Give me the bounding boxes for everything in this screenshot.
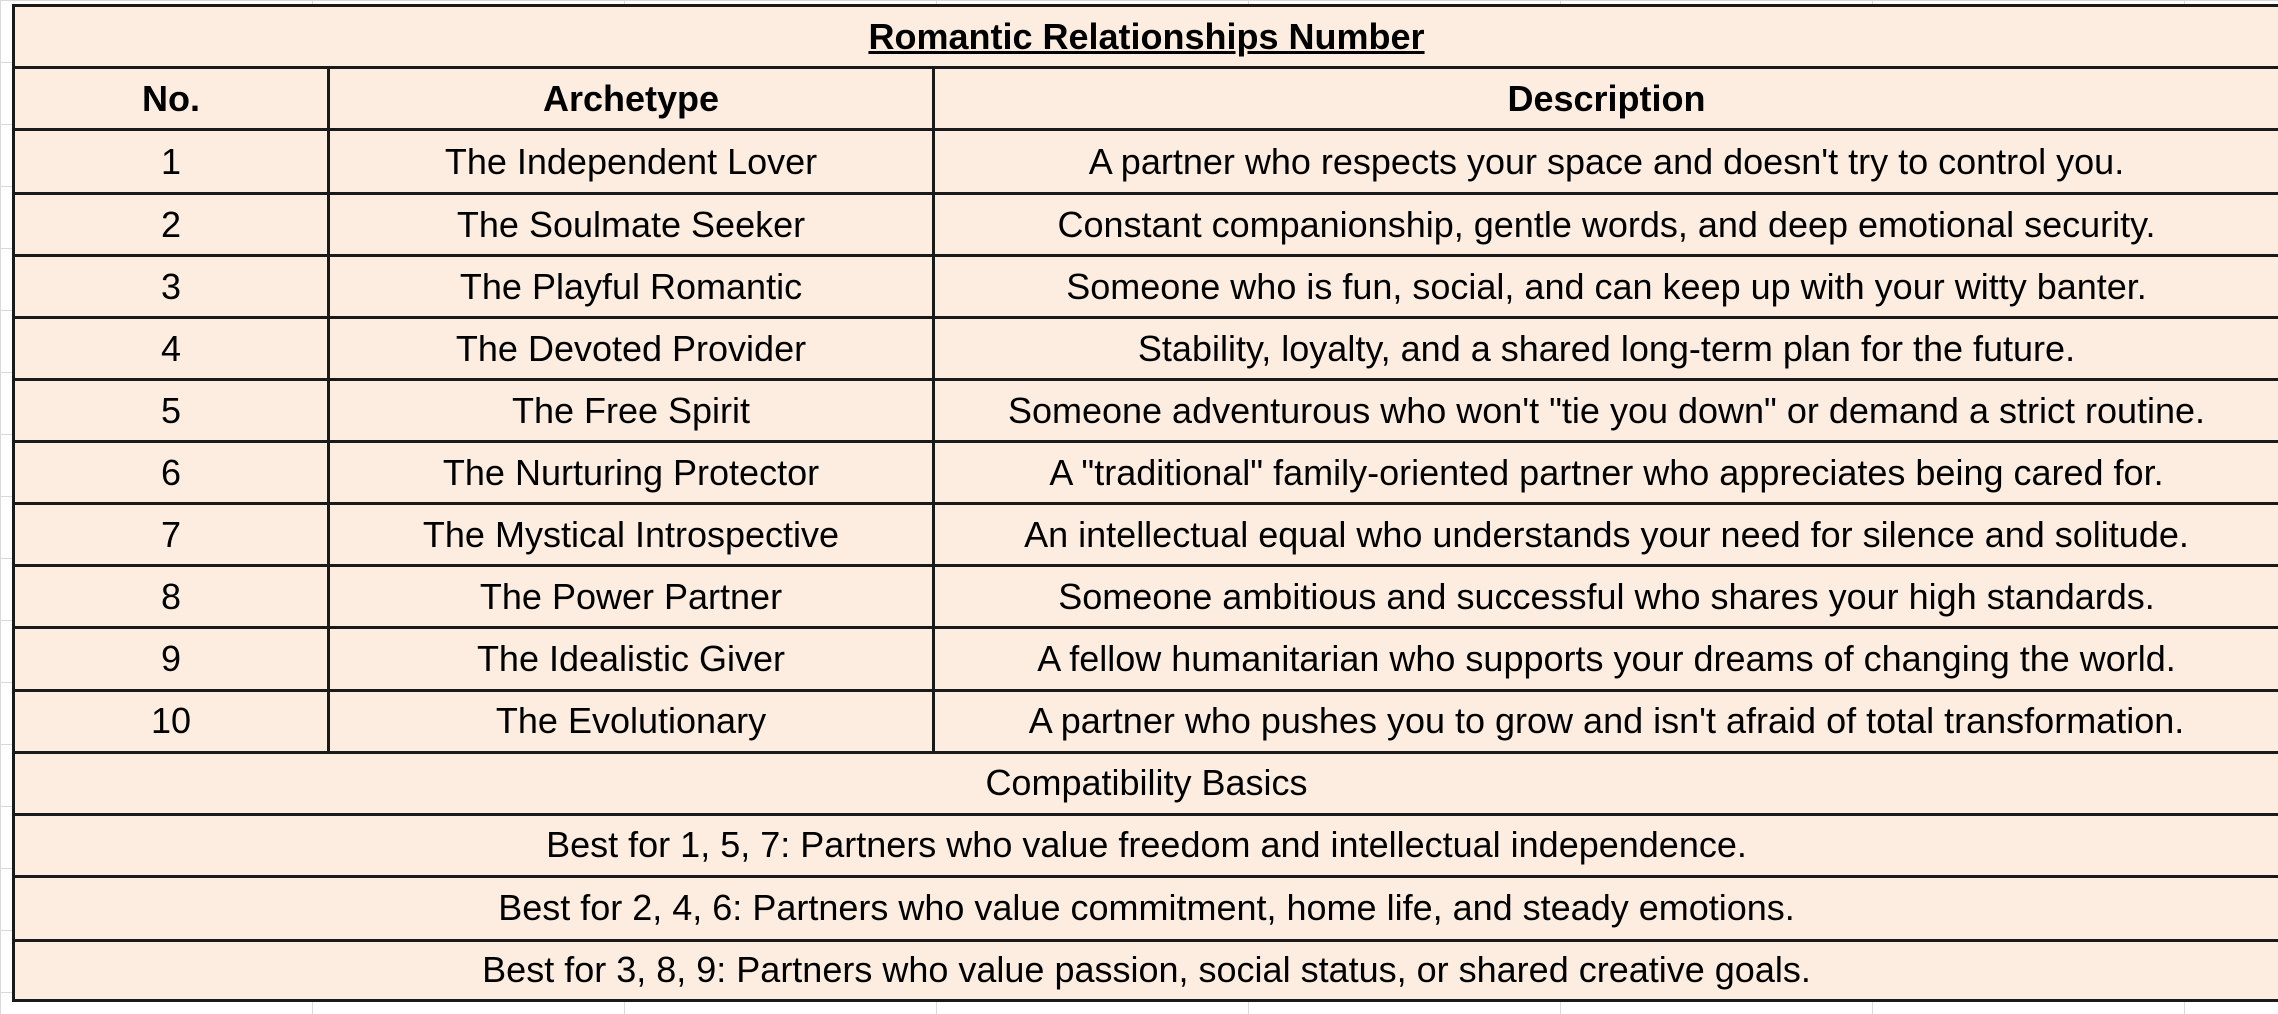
title-row [14,6,2278,68]
cell-description[interactable]: Someone adventurous who won't "tie you down" or demand a strict routine. [934,380,2278,442]
compatibility-line[interactable]: Best for 1, 5, 7: Partners who value freedom and intellectual independence. [14,814,2278,876]
cell-archetype[interactable]: The Playful Romantic [329,256,934,318]
cell-description[interactable]: Constant companionship, gentle words, and deep emotional security. [934,194,2278,256]
header-no[interactable]: No. [14,68,329,130]
table-row [14,256,2278,318]
cell-description[interactable]: Someone who is fun, social, and can keep up with your witty banter. [934,256,2278,318]
cell-no[interactable]: 9 [14,628,329,690]
cell-description[interactable]: Someone ambitious and successful who shares your high standards. [934,566,2278,628]
compatibility-row [14,814,2278,876]
table-body [14,6,2278,1001]
header-row [14,68,2278,130]
cell-description[interactable]: A "traditional" family-oriented partner who appreciates being cared for. [934,442,2278,504]
compatibility-line[interactable]: Best for 3, 8, 9: Partners who value passion, social status, or shared creative goals. [14,940,2278,1000]
cell-archetype[interactable]: The Nurturing Protector [329,442,934,504]
cell-no[interactable]: 8 [14,566,329,628]
cell-archetype[interactable]: The Idealistic Giver [329,628,934,690]
cell-description[interactable]: A partner who pushes you to grow and isn't afraid of total transformation. [934,690,2278,752]
cell-no[interactable]: 6 [14,442,329,504]
cell-description[interactable]: A partner who respects your space and doesn't try to control you. [934,130,2278,194]
compatibility-row [14,940,2278,1000]
table-row [14,318,2278,380]
cell-archetype[interactable]: The Mystical Introspective [329,504,934,566]
table-row [14,504,2278,566]
table-row [14,380,2278,442]
cell-no[interactable]: 3 [14,256,329,318]
table-row [14,690,2278,752]
compatibility-line[interactable]: Best for 2, 4, 6: Partners who value commitment, home life, and steady emotions. [14,876,2278,940]
cell-archetype[interactable]: The Soulmate Seeker [329,194,934,256]
table-row [14,130,2278,194]
compatibility-heading[interactable]: Compatibility Basics [14,752,2278,814]
cell-no[interactable]: 7 [14,504,329,566]
cell-description[interactable]: An intellectual equal who understands your need for silence and solitude. [934,504,2278,566]
romantic-relationships-table [12,4,2278,1002]
cell-description[interactable]: A fellow humanitarian who supports your dreams of changing the world. [934,628,2278,690]
compatibility-row [14,876,2278,940]
cell-no[interactable]: 2 [14,194,329,256]
table-row [14,442,2278,504]
table-row [14,628,2278,690]
compatibility-heading-row [14,752,2278,814]
header-description[interactable]: Description [934,68,2278,130]
table-row [14,566,2278,628]
cell-description[interactable]: Stability, loyalty, and a shared long-term plan for the future. [934,318,2278,380]
cell-archetype[interactable]: The Independent Lover [329,130,934,194]
table-title[interactable]: Romantic Relationships Number [14,6,2278,68]
cell-no[interactable]: 10 [14,690,329,752]
cell-archetype[interactable]: The Evolutionary [329,690,934,752]
cell-no[interactable]: 4 [14,318,329,380]
cell-no[interactable]: 1 [14,130,329,194]
table-row [14,194,2278,256]
cell-no[interactable]: 5 [14,380,329,442]
cell-archetype[interactable]: The Devoted Provider [329,318,934,380]
header-archetype[interactable]: Archetype [329,68,934,130]
cell-archetype[interactable]: The Power Partner [329,566,934,628]
cell-archetype[interactable]: The Free Spirit [329,380,934,442]
